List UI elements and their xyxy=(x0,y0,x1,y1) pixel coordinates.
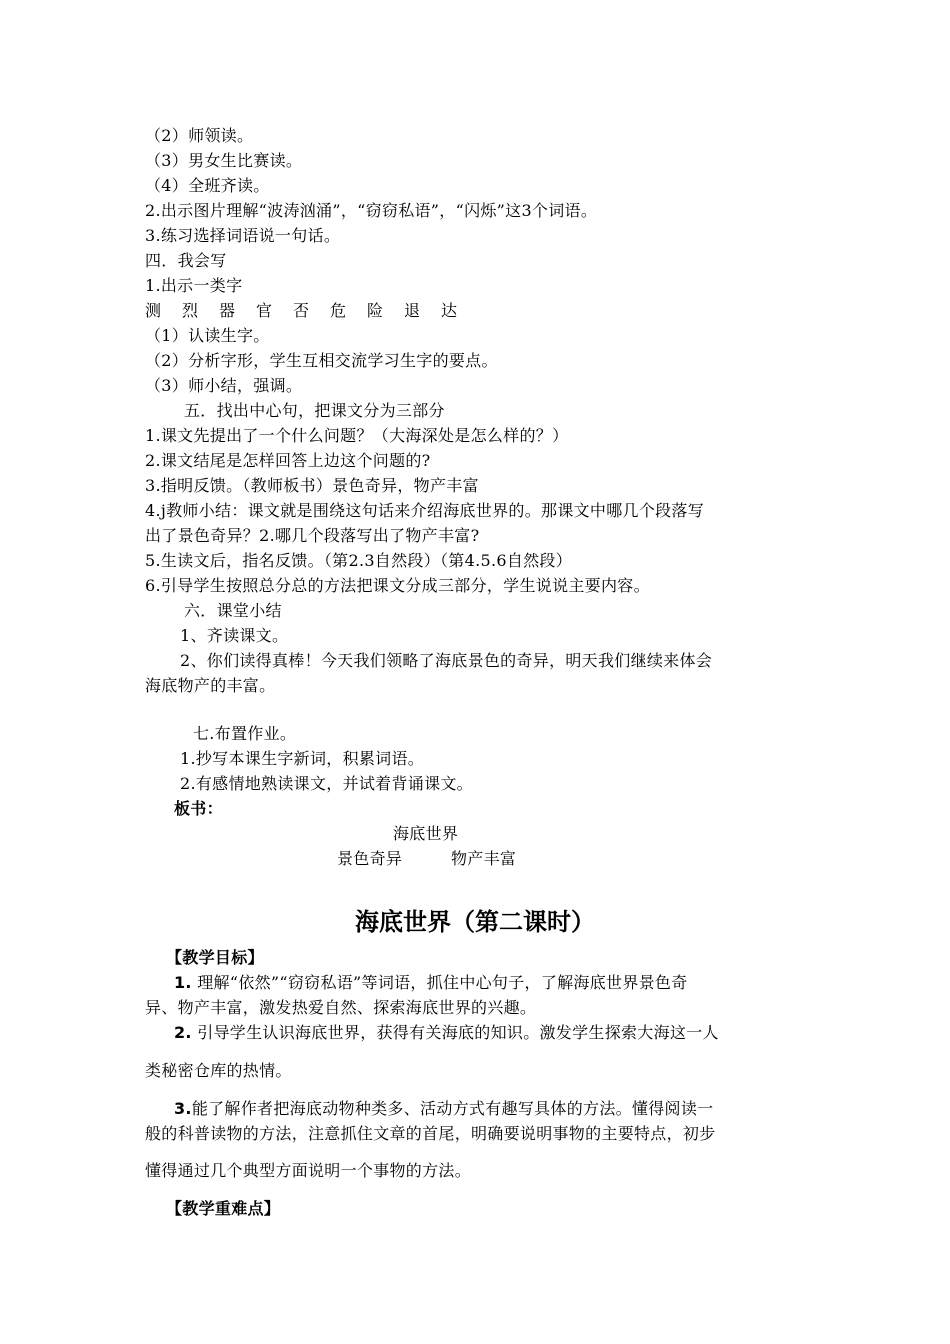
objective-line: 懂得通过几个典型方面说明一个事物的方法。 xyxy=(145,1161,472,1180)
objective-line xyxy=(174,1021,719,1045)
character: 险 xyxy=(367,301,384,320)
character-list xyxy=(145,299,478,323)
objective-text: 引导学生认识海底世界，获得有关海底的知识。激发学生探索大海这一人 xyxy=(197,1023,719,1042)
section-heading: 六．课堂小结 xyxy=(184,601,282,620)
board-heading: 板书： xyxy=(174,799,223,818)
text-line: 1、齐读课文。 xyxy=(180,626,289,645)
text-line: （1）认读生字。 xyxy=(145,326,270,345)
objective-number: 1. xyxy=(174,973,192,992)
objectives-heading: 【教学目标】 xyxy=(166,948,264,967)
text-line: 6.引导学生按照总分总的方法把课文分成三部分，学生说说主要内容。 xyxy=(145,576,650,595)
text-line: 出了景色奇异？2.哪几个段落写出了物产丰富? xyxy=(145,526,480,545)
text-line: 1.课文先提出了一个什么问题？（大海深处是怎么样的？） xyxy=(145,426,569,445)
objective-text: 能了解作者把海底动物种类多、活动方式有趣写具体的方法。懂得阅读一 xyxy=(191,1099,714,1118)
board-item: 物产丰富 xyxy=(451,849,517,868)
objective-text: 理解“依然”“窃窃私语”等词语，抓住中心句子，了解海底世界景色奇 xyxy=(197,973,688,992)
text-line: 1.抄写本课生字新词，积累词语。 xyxy=(180,749,425,768)
character: 否 xyxy=(293,301,310,320)
objective-line: 类秘密仓库的热情。 xyxy=(145,1061,292,1080)
objective-number: 3. xyxy=(174,1099,192,1118)
objective-line xyxy=(174,971,688,995)
text-line: 2.出示图片理解“波涛汹涌”，“窃窃私语”，“闪烁”这3个词语。 xyxy=(145,201,598,220)
character: 测 xyxy=(145,301,162,320)
character: 达 xyxy=(441,301,458,320)
character: 烈 xyxy=(182,301,199,320)
character: 器 xyxy=(219,301,236,320)
text-line: （3）师小结，强调。 xyxy=(145,376,303,395)
objective-line xyxy=(174,1097,713,1121)
text-line: （3）男女生比赛读。 xyxy=(145,151,303,170)
section-heading: 七.布置作业。 xyxy=(193,724,297,743)
lesson-title: 海底世界（第二课时） xyxy=(355,908,595,936)
text-line: 5.生读文后，指名反馈。（第2.3自然段）（第4.5.6自然段） xyxy=(145,551,573,570)
section-heading: 四．我会写 xyxy=(145,251,227,270)
text-line: 3.练习选择词语说一句话。 xyxy=(145,226,341,245)
text-line: 3.指明反馈。（教师板书）景色奇异，物产丰富 xyxy=(145,476,479,495)
text-line: （2）分析字形，学生互相交流学习生字的要点。 xyxy=(145,351,498,370)
objective-line: 般的科普读物的方法，注意抓住文章的首尾，明确要说明事物的主要特点，初步 xyxy=(145,1124,716,1143)
objective-number: 2. xyxy=(174,1023,192,1042)
text-line: 1.出示一类字 xyxy=(145,276,243,295)
key-points-heading: 【教学重难点】 xyxy=(166,1199,281,1218)
text-line: 2、你们读得真棒！今天我们领略了海底景色的奇异，明天我们继续来体会 xyxy=(180,651,713,670)
text-line: 4.j教师小结：课文就是围绕这句话来介绍海底世界的。那课文中哪几个段落写 xyxy=(145,501,705,520)
text-line: 海底物产的丰富。 xyxy=(145,676,276,695)
text-line: 2.有感情地熟读课文，并试着背诵课文。 xyxy=(180,774,473,793)
character: 官 xyxy=(256,301,273,320)
board-title: 海底世界 xyxy=(393,824,459,843)
character: 危 xyxy=(330,301,347,320)
character: 退 xyxy=(404,301,421,320)
board-item: 景色奇异 xyxy=(337,849,403,868)
text-line: （4）全班齐读。 xyxy=(145,176,270,195)
section-heading: 五．找出中心句，把课文分为三部分 xyxy=(184,401,445,420)
text-line: 2.课文结尾是怎样回答上边这个问题的? xyxy=(145,451,431,470)
objective-line: 异、物产丰富，激发热爱自然、探索海底世界的兴趣。 xyxy=(145,998,537,1017)
text-line: （2）师领读。 xyxy=(145,126,254,145)
